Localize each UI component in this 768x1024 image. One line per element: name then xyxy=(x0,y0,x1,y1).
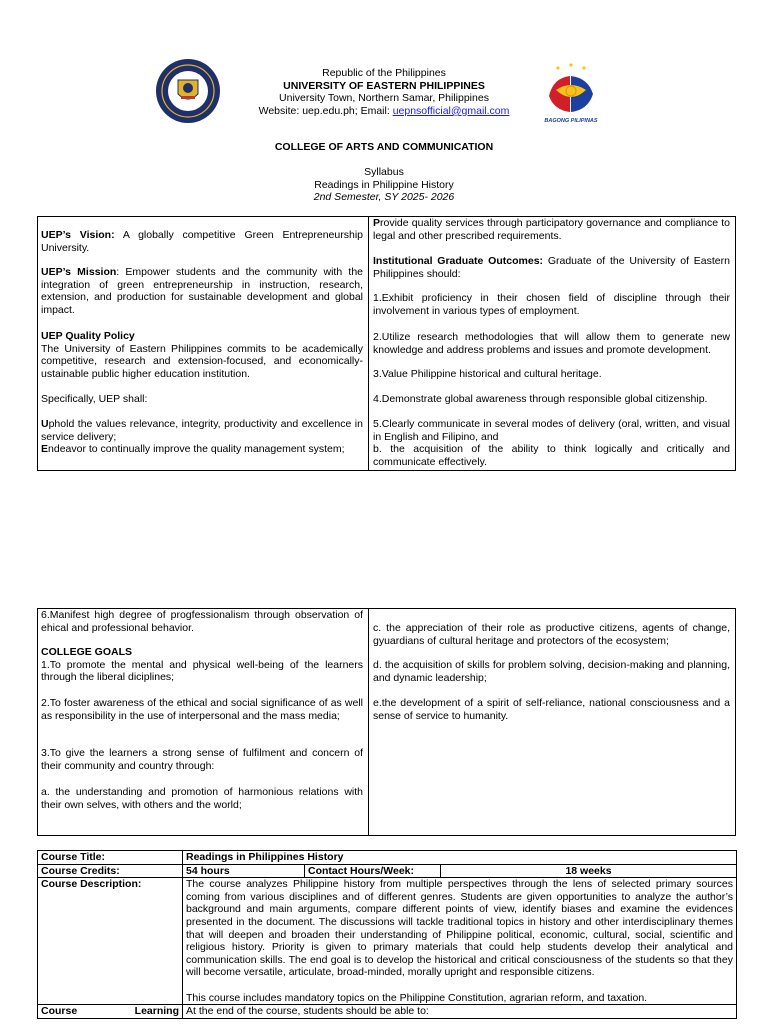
goal-3a: a. the understanding and promotion of harmonious relations with their own selves, with others and the world; xyxy=(41,786,363,811)
college-goals-label: COLLEGE GOALS xyxy=(41,646,133,658)
course-description-label: Course Description: xyxy=(38,878,183,1005)
course-description-note: This course includes mandatory topics on the Philippine Constitution, agrarian reform, and taxation. xyxy=(186,991,648,1004)
bagong-pilipinas-logo xyxy=(538,60,604,128)
course-name: Readings in Philippine History xyxy=(314,178,454,191)
course-credits-value: 54 hours xyxy=(183,864,305,878)
outcome-4: 4.Demonstrate global awareness through responsible global citizenship. xyxy=(373,393,708,405)
goal-1: 1.To promote the mental and physical well-being of the learners through the liberal diciplines; xyxy=(41,658,363,684)
doc-type: Syllabus xyxy=(364,166,404,178)
uphold-initial: U xyxy=(41,418,49,430)
course-info-table xyxy=(37,850,737,1019)
igo-text: Graduate of the University of Eastern Philippines should: xyxy=(373,255,730,280)
university-address: University Town, Northern Samar, Philippines xyxy=(279,92,489,105)
goal-3: 3.To give the learners a strong sense of fulfilment and concern of their community and country through: xyxy=(41,747,363,772)
provide-paragraph xyxy=(373,217,730,242)
endeavor-paragraph xyxy=(41,443,363,456)
quality-policy-text: The University of Eastern Philippines commits to be academically competitive, research and extension-focused, and economically-ustainable public higher education institution. xyxy=(41,342,363,380)
igo-paragraph xyxy=(373,255,730,280)
outcome-5b: b. the acquisition of the ability to think logically and critically and communicate effectively. xyxy=(373,443,730,468)
goal-3e: e.the development of a spirit of self-reliance, national consciousness and a sense of service to humanity. xyxy=(373,697,730,722)
provide-initial: P xyxy=(373,217,381,229)
email-link[interactable]: uepnsofficial@gmail.com xyxy=(392,104,510,117)
endeavor-initial: E xyxy=(41,443,49,456)
course-description-text: The course analyzes Philippine history from multiple perspectives through the lens of selected primary sources coming from various disciplines and of different genres. Students are given opportunities to analyze the author’s background and main arguments, compare different points of view, identify biases and examine the evidences presented in the document. The discussions will tackle traditional topics in history and other interdisciplinary themes that will deepen and broaden their understanding of Philippine political, economic, cultural, social, scientific and religious history. Priority is given to primary materials that could help students develop their analytical and communication skills. The end goal is to develop the historical and critical consciousness of the students so that they will become versatile, articulate, broad-minded, morally upright and responsible citizens. xyxy=(186,878,733,979)
college-name: COLLEGE OF ARTS AND COMMUNICATION xyxy=(274,141,494,153)
uep-shall: Specifically, UEP shall: xyxy=(41,393,148,405)
mission-text: : Empower students and the community with the integration of green entrepreneurship in instruction, research, extension, and production for sustainable development and global impact. xyxy=(41,266,363,316)
mission-label: UEP’s Mission xyxy=(41,266,117,278)
table-row xyxy=(38,851,737,865)
outcome-3: 3.Value Philippine historical and cultural heritage. xyxy=(373,368,602,380)
mission-paragraph xyxy=(41,266,363,316)
endeavor-text: ndeavor to continually improve the quality management system; xyxy=(48,443,345,456)
igo-label: Institutional Graduate Outcomes: xyxy=(373,255,544,267)
uep-seal-logo xyxy=(155,58,221,124)
website-prefix: Website: uep.edu.ph; Email: xyxy=(258,104,393,117)
outcome-5: 5.Clearly communicate in several modes of delivery (oral, written, and visual in English and Filipino, and xyxy=(373,418,730,443)
goal-3d: d. the acquisition of skills for problem solving, decision-making and planning, and dynamic leadership; xyxy=(373,659,730,684)
course-learning-label xyxy=(38,1005,183,1019)
table-row xyxy=(38,864,737,878)
vision-label: UEP’s Vision: xyxy=(41,229,115,241)
contact-hours-value: 18 weeks xyxy=(441,864,737,878)
republic-text: Republic of the Philippines xyxy=(322,67,446,79)
goal-3c: c. the appreciation of their role as productive citizens, agents of change, gyuardians of cultural heritage and protectors of the ecosystem; xyxy=(373,622,730,647)
course-title-value: Readings in Philippines History xyxy=(183,851,737,865)
uphold-text: phold the values relevance, integrity, productivity and excellence in service delivery; xyxy=(41,418,363,443)
provide-text: rovide quality services through participatory governance and compliance to legal and other prescribed requirements. xyxy=(373,217,730,242)
course-learning-label-a: Course xyxy=(41,1005,78,1018)
uphold-paragraph xyxy=(41,418,363,443)
website-line xyxy=(240,105,528,118)
goal-2: 2.To foster awareness of the ethical and social significance of as well as responsibility in the use of interpersonal and the mass media; xyxy=(41,697,363,722)
contact-hours-label: Contact Hours/Week: xyxy=(305,864,441,878)
course-learning-value: At the end of the course, students should be able to: xyxy=(183,1005,737,1019)
university-name: UNIVERSITY OF EASTERN PHILIPPINES xyxy=(283,79,485,92)
course-description-cell xyxy=(183,878,737,1005)
semester: 2nd Semester, SY 2025- 2026 xyxy=(313,191,455,204)
outcome-6: 6.Manifest high degree of progfessionalism through observation of ehical and professional behavior. xyxy=(41,609,363,634)
outcome-2: 2.Utilize research methodologies that will allow them to generate new knowledge and address problems and issues and promote development. xyxy=(373,331,730,356)
quality-policy-label: UEP Quality Policy xyxy=(41,330,135,342)
table-row xyxy=(38,878,737,1005)
vision-paragraph xyxy=(41,229,363,254)
outcome-1: 1.Exhibit proficiency in their chosen field of discipline through their involvement in various types of employment. xyxy=(373,292,730,317)
vision-text: A globally competitive Green Entrepreneurship University. xyxy=(41,229,363,254)
bagong-pilipinas-label: BAGONG PILIPINAS xyxy=(544,118,598,124)
table-row xyxy=(38,1005,737,1019)
course-credits-label: Course Credits: xyxy=(38,864,183,878)
course-learning-label-b: Learning xyxy=(134,1005,179,1018)
course-title-label: Course Title: xyxy=(38,851,183,865)
